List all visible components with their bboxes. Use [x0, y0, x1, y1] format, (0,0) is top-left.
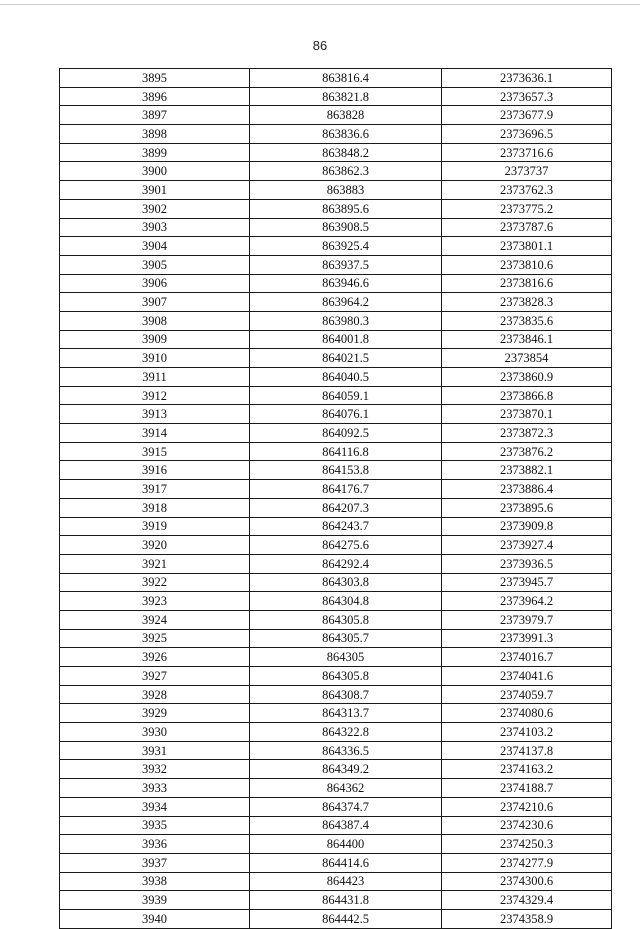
- x-coordinate-cell: 864021.5: [250, 349, 442, 368]
- table-row: [60, 255, 612, 274]
- point-number-cell: 3896: [60, 87, 250, 106]
- table-row: [60, 386, 612, 405]
- table-row: [60, 311, 612, 330]
- point-number-cell: 3918: [60, 498, 250, 517]
- table-row: [60, 330, 612, 349]
- x-coordinate-cell: 864442.5: [250, 909, 442, 928]
- y-coordinate-cell: 2373801.1: [442, 237, 612, 256]
- x-coordinate-cell: 864349.2: [250, 760, 442, 779]
- point-number-cell: 3900: [60, 162, 250, 181]
- point-number-cell: 3925: [60, 629, 250, 648]
- y-coordinate-cell: 2373828.3: [442, 293, 612, 312]
- y-coordinate-cell: 2374358.9: [442, 909, 612, 928]
- table-row: [60, 573, 612, 592]
- x-coordinate-cell: 863883: [250, 181, 442, 200]
- point-number-cell: 3939: [60, 891, 250, 910]
- point-number-cell: 3940: [60, 909, 250, 928]
- x-coordinate-cell: 864322.8: [250, 723, 442, 742]
- table-row: [60, 554, 612, 573]
- x-coordinate-cell: 863980.3: [250, 311, 442, 330]
- table-row: [60, 629, 612, 648]
- point-number-cell: 3916: [60, 461, 250, 480]
- point-number-cell: 3936: [60, 835, 250, 854]
- table-row: [60, 293, 612, 312]
- y-coordinate-cell: 2373846.1: [442, 330, 612, 349]
- x-coordinate-cell: 864400: [250, 835, 442, 854]
- x-coordinate-cell: 863895.6: [250, 199, 442, 218]
- x-coordinate-cell: 864305.8: [250, 610, 442, 629]
- x-coordinate-cell: 864275.6: [250, 536, 442, 555]
- point-number-cell: 3923: [60, 592, 250, 611]
- y-coordinate-cell: 2374016.7: [442, 648, 612, 667]
- x-coordinate-cell: 864207.3: [250, 498, 442, 517]
- x-coordinate-cell: 864243.7: [250, 517, 442, 536]
- x-coordinate-cell: 864414.6: [250, 853, 442, 872]
- x-coordinate-cell: 864305.7: [250, 629, 442, 648]
- table-row: [60, 835, 612, 854]
- table-row: [60, 442, 612, 461]
- point-number-cell: 3898: [60, 125, 250, 144]
- y-coordinate-cell: 2374137.8: [442, 741, 612, 760]
- y-coordinate-cell: 2373762.3: [442, 181, 612, 200]
- y-coordinate-cell: 2373657.3: [442, 87, 612, 106]
- point-number-cell: 3938: [60, 872, 250, 891]
- table-row: [60, 349, 612, 368]
- point-number-cell: 3930: [60, 723, 250, 742]
- table-row: [60, 760, 612, 779]
- x-coordinate-cell: 863836.6: [250, 125, 442, 144]
- point-number-cell: 3921: [60, 554, 250, 573]
- x-coordinate-cell: 864116.8: [250, 442, 442, 461]
- table-row: [60, 424, 612, 443]
- y-coordinate-cell: 2374329.4: [442, 891, 612, 910]
- table-row: [60, 162, 612, 181]
- y-coordinate-cell: 2373816.6: [442, 274, 612, 293]
- table-row: [60, 872, 612, 891]
- x-coordinate-cell: 864001.8: [250, 330, 442, 349]
- table-row: [60, 741, 612, 760]
- point-number-cell: 3919: [60, 517, 250, 536]
- y-coordinate-cell: 2373870.1: [442, 405, 612, 424]
- point-number-cell: 3928: [60, 685, 250, 704]
- y-coordinate-cell: 2373927.4: [442, 536, 612, 555]
- table-row: [60, 69, 612, 88]
- coordinates-table-body: [60, 69, 612, 929]
- y-coordinate-cell: 2374188.7: [442, 779, 612, 798]
- point-number-cell: 3910: [60, 349, 250, 368]
- y-coordinate-cell: 2373716.6: [442, 143, 612, 162]
- point-number-cell: 3912: [60, 386, 250, 405]
- y-coordinate-cell: 2373860.9: [442, 368, 612, 387]
- table-row: [60, 816, 612, 835]
- table-row: [60, 667, 612, 686]
- point-number-cell: 3937: [60, 853, 250, 872]
- table-row: [60, 218, 612, 237]
- x-coordinate-cell: 864303.8: [250, 573, 442, 592]
- x-coordinate-cell: 864308.7: [250, 685, 442, 704]
- point-number-cell: 3906: [60, 274, 250, 293]
- table-row: [60, 461, 612, 480]
- y-coordinate-cell: 2373787.6: [442, 218, 612, 237]
- point-number-cell: 3932: [60, 760, 250, 779]
- y-coordinate-cell: 2373636.1: [442, 69, 612, 88]
- table-row: [60, 723, 612, 742]
- table-row: [60, 405, 612, 424]
- y-coordinate-cell: 2374041.6: [442, 667, 612, 686]
- x-coordinate-cell: 864423: [250, 872, 442, 891]
- point-number-cell: 3903: [60, 218, 250, 237]
- x-coordinate-cell: 863828: [250, 106, 442, 125]
- table-row: [60, 480, 612, 499]
- table-row: [60, 779, 612, 798]
- table-row: [60, 592, 612, 611]
- y-coordinate-cell: 2374080.6: [442, 704, 612, 723]
- x-coordinate-cell: 864304.8: [250, 592, 442, 611]
- y-coordinate-cell: 2373895.6: [442, 498, 612, 517]
- table-row: [60, 181, 612, 200]
- table-row: [60, 704, 612, 723]
- point-number-cell: 3913: [60, 405, 250, 424]
- point-number-cell: 3909: [60, 330, 250, 349]
- x-coordinate-cell: 863821.8: [250, 87, 442, 106]
- y-coordinate-cell: 2374103.2: [442, 723, 612, 742]
- y-coordinate-cell: 2373945.7: [442, 573, 612, 592]
- table-row: [60, 648, 612, 667]
- coordinates-table: [59, 68, 612, 929]
- y-coordinate-cell: 2373882.1: [442, 461, 612, 480]
- x-coordinate-cell: 864305: [250, 648, 442, 667]
- x-coordinate-cell: 864313.7: [250, 704, 442, 723]
- point-number-cell: 3935: [60, 816, 250, 835]
- table-row: [60, 853, 612, 872]
- x-coordinate-cell: 864336.5: [250, 741, 442, 760]
- x-coordinate-cell: 864076.1: [250, 405, 442, 424]
- page-number: 86: [312, 38, 328, 53]
- y-coordinate-cell: 2373854: [442, 349, 612, 368]
- x-coordinate-cell: 864374.7: [250, 797, 442, 816]
- page-top-edge: [0, 4, 640, 5]
- y-coordinate-cell: 2373775.2: [442, 199, 612, 218]
- y-coordinate-cell: 2374300.6: [442, 872, 612, 891]
- point-number-cell: 3924: [60, 610, 250, 629]
- x-coordinate-cell: 864387.4: [250, 816, 442, 835]
- y-coordinate-cell: 2374210.6: [442, 797, 612, 816]
- table-row: [60, 368, 612, 387]
- point-number-cell: 3920: [60, 536, 250, 555]
- y-coordinate-cell: 2373964.2: [442, 592, 612, 611]
- y-coordinate-cell: 2373886.4: [442, 480, 612, 499]
- x-coordinate-cell: 863848.2: [250, 143, 442, 162]
- point-number-cell: 3911: [60, 368, 250, 387]
- x-coordinate-cell: 864092.5: [250, 424, 442, 443]
- x-coordinate-cell: 863946.6: [250, 274, 442, 293]
- table-row: [60, 87, 612, 106]
- point-number-cell: 3929: [60, 704, 250, 723]
- y-coordinate-cell: 2374059.7: [442, 685, 612, 704]
- point-number-cell: 3926: [60, 648, 250, 667]
- y-coordinate-cell: 2373835.6: [442, 311, 612, 330]
- point-number-cell: 3931: [60, 741, 250, 760]
- point-number-cell: 3904: [60, 237, 250, 256]
- table-row: [60, 199, 612, 218]
- x-coordinate-cell: 864362: [250, 779, 442, 798]
- table-row: [60, 610, 612, 629]
- table-row: [60, 891, 612, 910]
- y-coordinate-cell: 2373810.6: [442, 255, 612, 274]
- point-number-cell: 3905: [60, 255, 250, 274]
- x-coordinate-cell: 864153.8: [250, 461, 442, 480]
- x-coordinate-cell: 864292.4: [250, 554, 442, 573]
- y-coordinate-cell: 2373872.3: [442, 424, 612, 443]
- y-coordinate-cell: 2373876.2: [442, 442, 612, 461]
- x-coordinate-cell: 863925.4: [250, 237, 442, 256]
- table-row: [60, 685, 612, 704]
- table-row: [60, 274, 612, 293]
- x-coordinate-cell: 864305.8: [250, 667, 442, 686]
- y-coordinate-cell: 2374230.6: [442, 816, 612, 835]
- x-coordinate-cell: 863937.5: [250, 255, 442, 274]
- point-number-cell: 3933: [60, 779, 250, 798]
- x-coordinate-cell: 863908.5: [250, 218, 442, 237]
- x-coordinate-cell: 864059.1: [250, 386, 442, 405]
- x-coordinate-cell: 864040.5: [250, 368, 442, 387]
- table-row: [60, 106, 612, 125]
- point-number-cell: 3922: [60, 573, 250, 592]
- point-number-cell: 3897: [60, 106, 250, 125]
- y-coordinate-cell: 2373696.5: [442, 125, 612, 144]
- point-number-cell: 3917: [60, 480, 250, 499]
- y-coordinate-cell: 2374163.2: [442, 760, 612, 779]
- y-coordinate-cell: 2373866.8: [442, 386, 612, 405]
- table-row: [60, 125, 612, 144]
- y-coordinate-cell: 2373737: [442, 162, 612, 181]
- point-number-cell: 3934: [60, 797, 250, 816]
- y-coordinate-cell: 2373991.3: [442, 629, 612, 648]
- point-number-cell: 3902: [60, 199, 250, 218]
- y-coordinate-cell: 2373936.5: [442, 554, 612, 573]
- y-coordinate-cell: 2373979.7: [442, 610, 612, 629]
- x-coordinate-cell: 863862.3: [250, 162, 442, 181]
- point-number-cell: 3927: [60, 667, 250, 686]
- table-row: [60, 143, 612, 162]
- x-coordinate-cell: 863816.4: [250, 69, 442, 88]
- point-number-cell: 3908: [60, 311, 250, 330]
- table-row: [60, 498, 612, 517]
- table-row: [60, 517, 612, 536]
- x-coordinate-cell: 864176.7: [250, 480, 442, 499]
- y-coordinate-cell: 2374250.3: [442, 835, 612, 854]
- point-number-cell: 3901: [60, 181, 250, 200]
- table-row: [60, 797, 612, 816]
- table-row: [60, 536, 612, 555]
- y-coordinate-cell: 2373909.8: [442, 517, 612, 536]
- y-coordinate-cell: 2374277.9: [442, 853, 612, 872]
- point-number-cell: 3915: [60, 442, 250, 461]
- point-number-cell: 3907: [60, 293, 250, 312]
- point-number-cell: 3895: [60, 69, 250, 88]
- point-number-cell: 3914: [60, 424, 250, 443]
- point-number-cell: 3899: [60, 143, 250, 162]
- x-coordinate-cell: 863964.2: [250, 293, 442, 312]
- table-row: [60, 237, 612, 256]
- y-coordinate-cell: 2373677.9: [442, 106, 612, 125]
- table-row: [60, 909, 612, 928]
- x-coordinate-cell: 864431.8: [250, 891, 442, 910]
